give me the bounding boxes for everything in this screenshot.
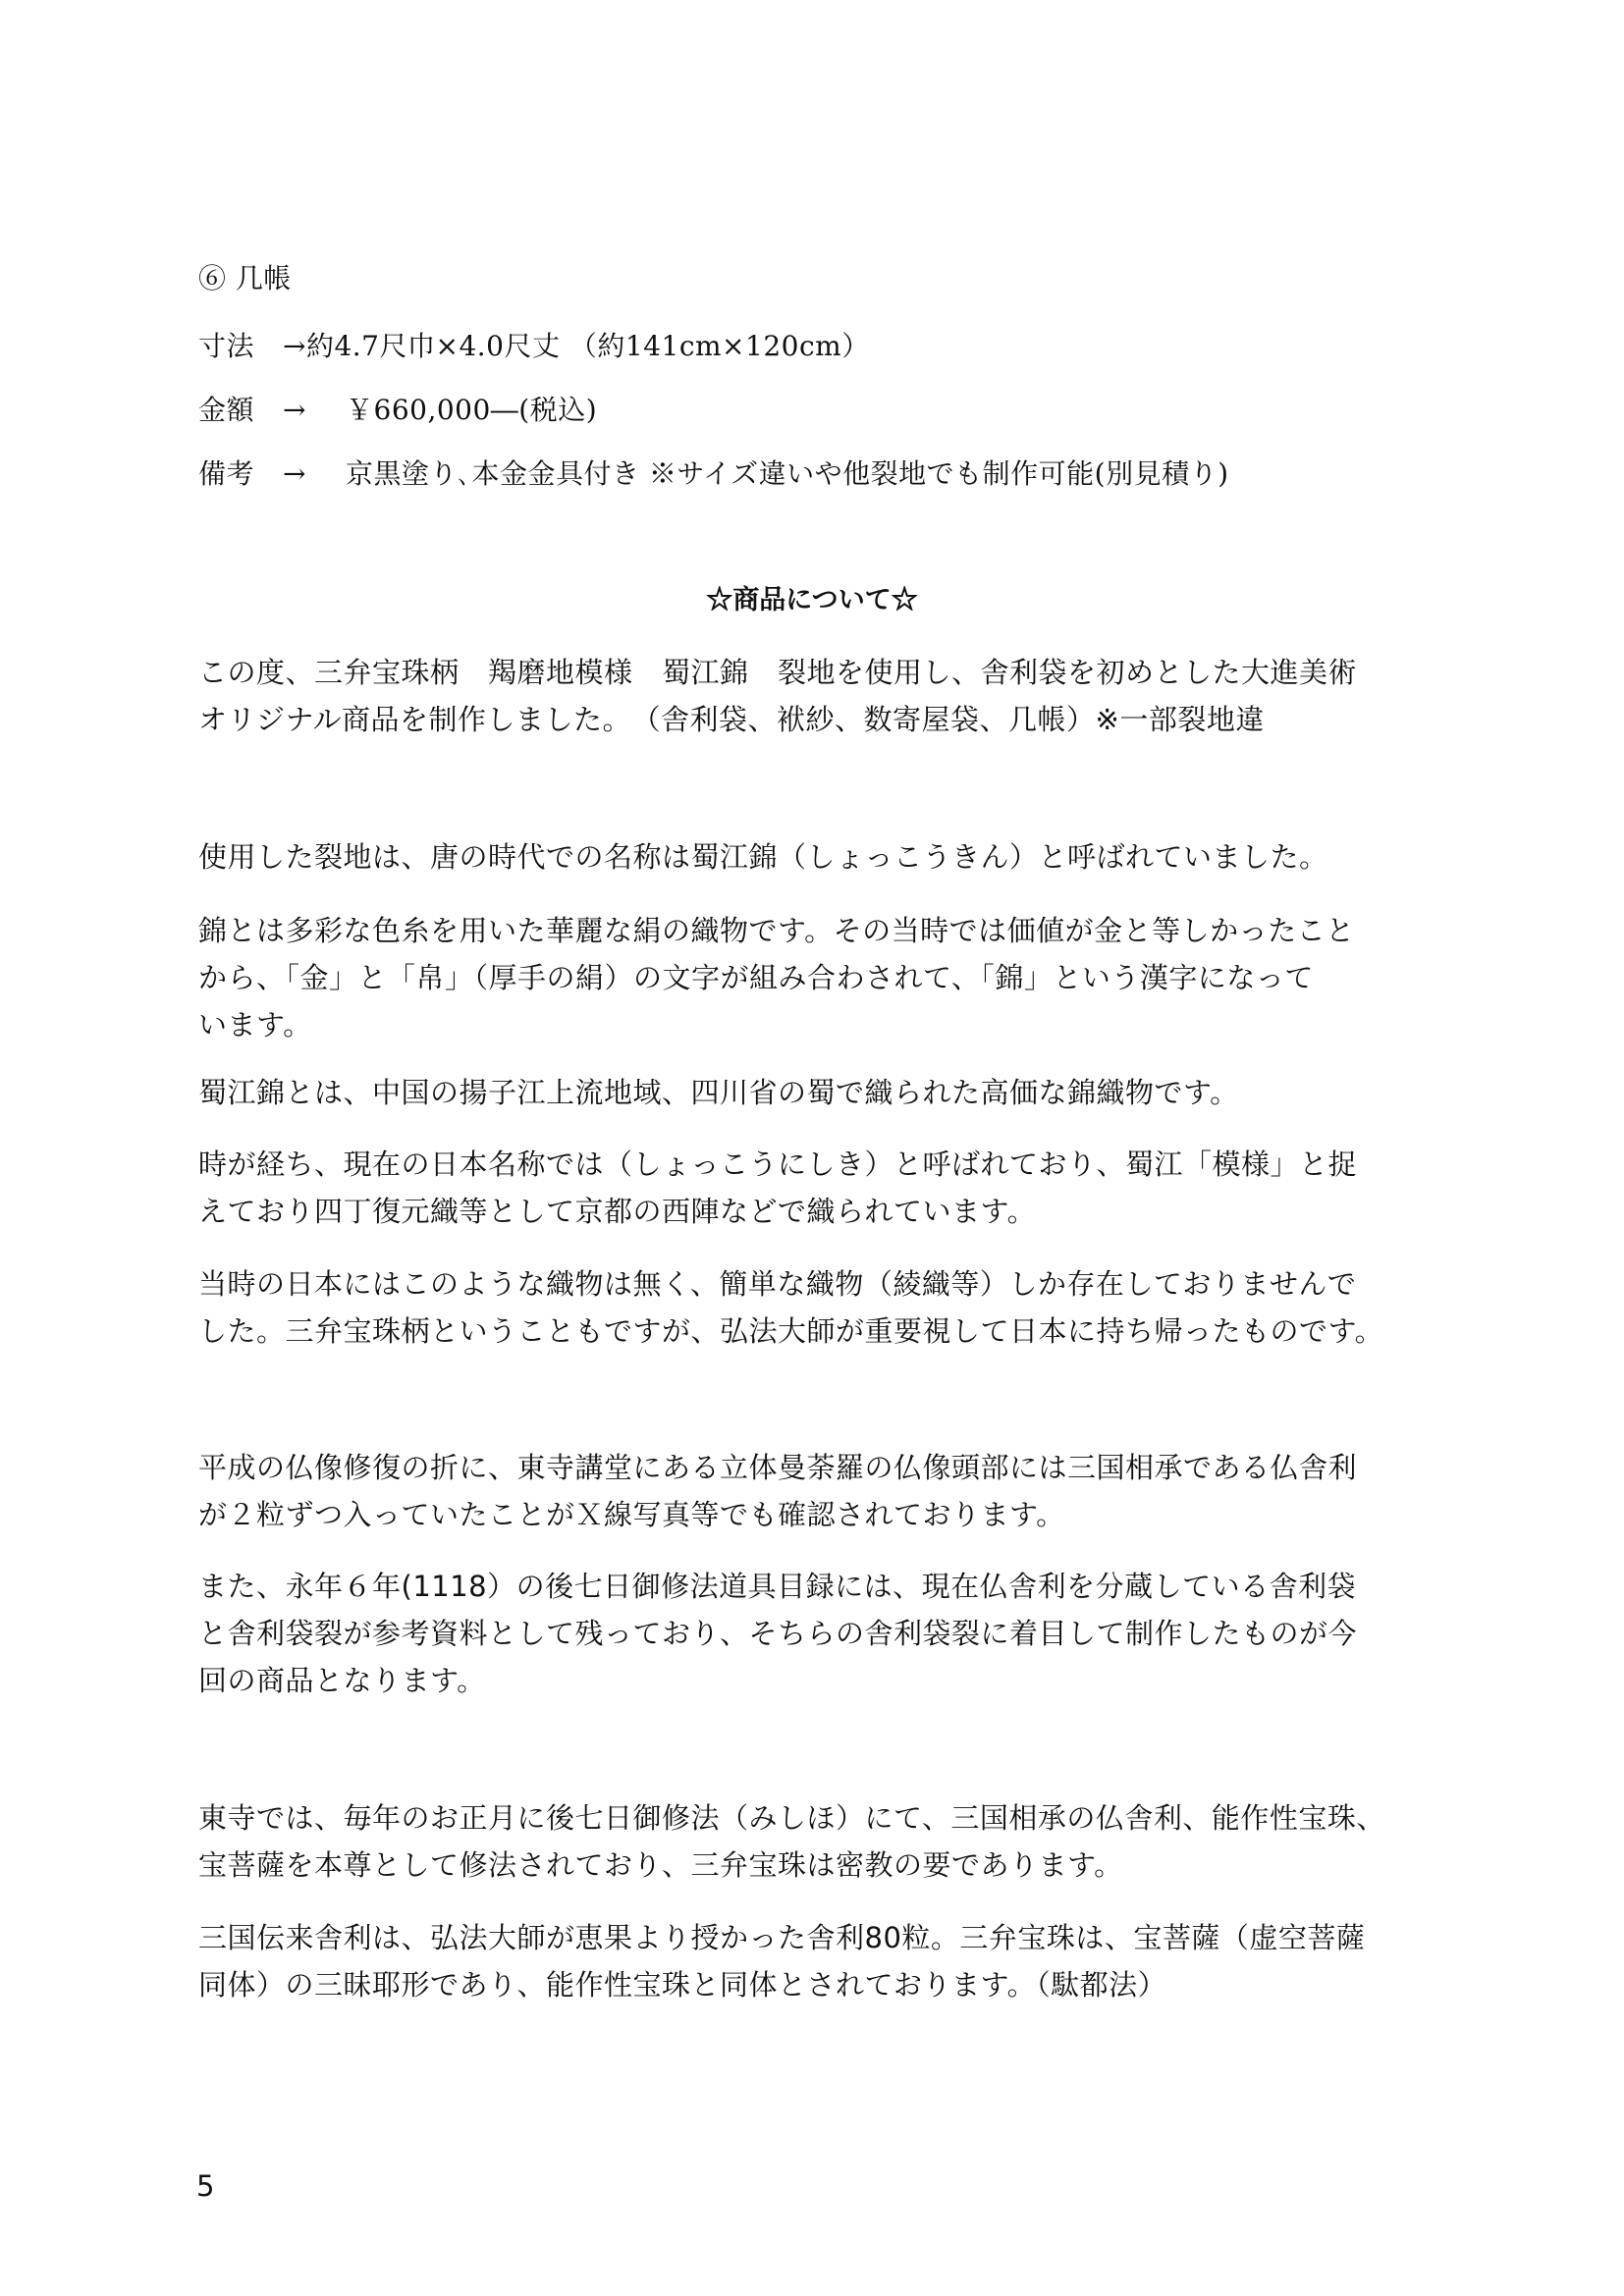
dimensions-key: 寸法 xyxy=(198,330,255,362)
paragraph-line: が２粒ずつ入っていたことがＸ線写真等でも確認されております。 xyxy=(198,1498,1065,1531)
section-heading: ☆商品について☆ xyxy=(706,585,918,615)
paragraph-line: 回の商品となります。 xyxy=(198,1664,486,1697)
price-value: ￥660,000―(税込) xyxy=(346,394,598,426)
paragraph-line: 時が経ち、現在の日本名称では（しょっこうにしき）と呼ばれており、蜀江「模様」と捉 xyxy=(198,1148,1358,1181)
paragraph-line: 三国伝来舎利は、弘法大師が恵果より授かった舎利80粒。三弁宝珠は、宝菩薩（虚空菩薩 xyxy=(198,1921,1366,1954)
paragraph-line: 宝菩薩を本尊として修法されており、三弁宝珠は密教の要であります。 xyxy=(198,1848,1123,1882)
notes-row xyxy=(198,454,1229,494)
paragraph-line: 錦とは多彩な色糸を用いた華麗な絹の織物です。その当時では価値が金と等しかったこと xyxy=(198,914,1355,947)
paragraph-line: 東寺では、毎年のお正月に後七日御修法（みしほ）にて、三国相承の仏舎利、能作性宝珠、 xyxy=(198,1801,1385,1835)
paragraph-line: えており四丁復元織等として京都の西陣などで織られています。 xyxy=(198,1195,1037,1228)
paragraph-line: います。 xyxy=(198,1008,312,1041)
notes-key: 備考 xyxy=(198,457,255,490)
paragraph-line: 平成の仏像修復の折に、東寺講堂にある立体曼荼羅の仏像頭部には三国相承である仏舎利 xyxy=(198,1451,1358,1484)
paragraph-line: した。三弁宝珠柄ということもですが、弘法大師が重要視して日本に持ち帰ったものです。 xyxy=(198,1314,1384,1348)
paragraph-line: と舎利袋裂が参考資料として残っており、そちらの舎利袋裂に着目して制作したものが今 xyxy=(198,1617,1358,1650)
page-number: 5 xyxy=(196,2169,215,2203)
item-title: ⑥ 几帳 xyxy=(198,262,292,294)
dimensions-row xyxy=(198,327,870,366)
paragraph-line: から、「金」と「帛」（厚手の絹）の文字が組み合わされて、「錦」という漢字になって xyxy=(198,961,1314,994)
paragraph-line: 同体）の三昧耶形であり、能作性宝珠と同体とされております。（駄都法） xyxy=(198,1968,1167,2002)
paragraph-line: 使用した裂地は、唐の時代での名称は蜀江錦（しょっこうきん）と呼ばれていました。 xyxy=(198,840,1328,874)
price-arrow: → xyxy=(283,394,306,426)
notes-value: 京黒塗り､本金金具付き ※サイズ違いや他裂地でも制作可能(別見積り) xyxy=(346,457,1229,490)
notes-arrow: → xyxy=(283,457,306,490)
paragraph-line: また、永年６年(1118）の後七日御修法道具目録には、現在仏舎利を分蔵している舎利袋 xyxy=(198,1570,1357,1603)
paragraph-line: 当時の日本にはこのような織物は無く、簡単な織物（綾織等）しか存在しておりませんで xyxy=(198,1267,1357,1301)
dimensions-value: →約4.7尺巾×4.0尺丈 （約141cm×120cm） xyxy=(283,330,870,362)
price-row xyxy=(198,391,597,430)
paragraph-line: この度、三弁宝珠柄 羯磨地模様 蜀江錦 裂地を使用し、舎利袋を初めとした大進美術 xyxy=(198,656,1358,689)
price-key: 金額 xyxy=(198,394,255,426)
paragraph-line: 蜀江錦とは、中国の揚子江上流地域、四川省の蜀で織られた高価な錦織物です。 xyxy=(198,1076,1239,1109)
paragraph-line: オリジナル商品を制作しました。 （舎利袋、袱紗、数寄屋袋、几帳）※一部裂地違 xyxy=(198,703,1265,736)
